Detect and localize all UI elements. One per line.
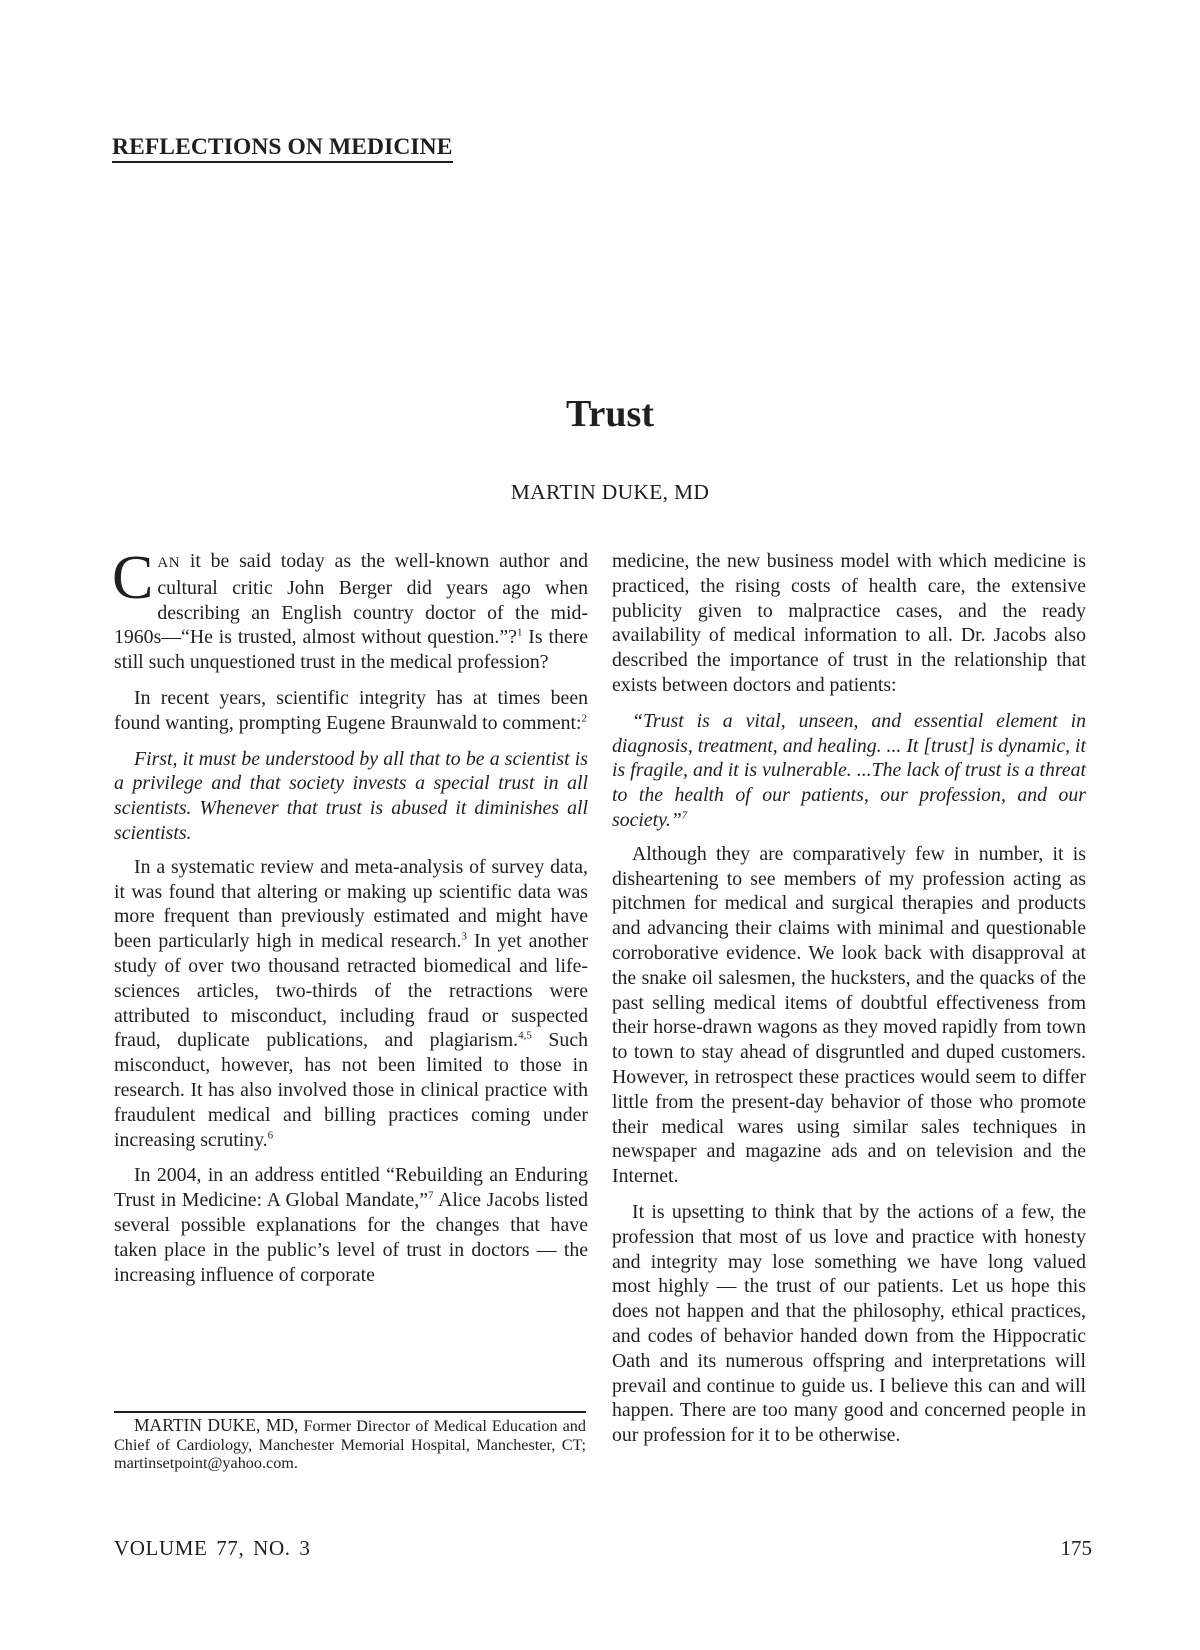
paragraph-text: In recent years, scientific integrity has at times been found wanting, prompting Eugene Braunwald to comment: [114,686,588,734]
block-quote [612,709,1086,833]
quote-text: “Trust is a vital, unseen, and essential element in diagnosis, treatment, and healing. ... It [trust] is dynamic, it is fragile, and it is vulnerable. ...The lack of trust is a threat to the health of our patients, our profession, and our society.” [612,709,1087,831]
paragraph-text: Such misconduct, however, has not been limited to those in research. It has also involved those in clinical practice with fraudulent medical and billing practices coming under increasing scrutiny. [114,1029,588,1151]
paragraph: Although they are comparatively few in number, it is disheartening to see members of my profession acting as pitchmen for medical and surgical therapies and products and advancing their claims with minimal and questionable corroborative evidence. We look back with disapproval at the snake oil salesmen, the hucksters, and the quacks of the past selling medical items of doubtful effectiveness from their horse-drawn wagons as they moved rapidly from town to town to stay ahead of disgruntled and duped customers. However, in retrospect these practices would seem to differ little from the present-day behavior of those who promote their medical wares using similar sales techniques in newspaper and magazine ads and on television and the Internet. [612,842,1086,1188]
paragraph [114,1163,588,1287]
drop-cap: C [112,544,154,612]
reference-marker: 4,5 [518,1029,532,1042]
reference-marker: 6 [267,1128,274,1141]
article-author: MARTIN DUKE, MD [510,480,710,504]
page-number: 175 [1060,1536,1092,1560]
reference-marker: 7 [428,1189,434,1202]
left-column [112,544,589,1298]
reference-marker: 1 [516,626,523,639]
paragraph-text: Alice Jacobs listed several possible explanations for the changes that have taken place in the public’s level of trust in doctors — the increasing influence of corporate [114,1189,588,1286]
author-footnote [114,1416,586,1473]
section-header: REFLECTIONS ON MEDICINE [112,134,453,163]
footnote-author-name: MARTIN DUKE, MD, [134,1415,299,1435]
right-column [612,549,1086,1459]
paragraph-text: Is there still such unquestioned trust in the medical profession? [114,626,588,674]
reference-marker: 2 [581,712,588,725]
paragraph: It is upsetting to think that by the actions of a few, the profession that most of us love and practice with honesty and integrity may lose something we have long valued most highly — the trust of our patients. Let us hope this does not happen and that the philosophy, ethical practices, and codes of behavior handed down from the Hippocratic Oath and its numerous offspring and interpretations will prevail and continue to guide us. I believe this can and will happen. There are too many good and concerned people in our profession for it to be otherwise. [612,1200,1086,1447]
paragraph [114,855,588,1153]
footnote-text: Former Director of Medical Education and Chief of Cardiology, Manchester Memorial Hospital, Manchester, CT; martinsetpoint@yahoo.com. [114,1417,586,1472]
reference-marker: 3 [461,930,468,943]
paragraph-text: In a systematic review and meta-analysis of survey data, it was found that altering or making up scientific data was more frequent than previously estimated and might have been particularly high in medical research. [114,855,588,953]
paragraph [112,544,588,675]
footnote-divider [114,1411,586,1413]
paragraph-text: it be said today as the well-known author and cultural critic John Berger did years ago when describing an English country doctor of the mid-1960s—“He is trusted, almost without question.”? [114,550,588,649]
article-title: Trust [566,393,654,435]
paragraph [114,686,588,736]
small-caps-lead: AN [157,555,181,571]
paragraph-text: In 2004, in an address entitled “Rebuilding an Enduring Trust in Medicine: A Global Mandate,” [114,1164,588,1212]
volume-info: VOLUME 77, NO. 3 [114,1536,311,1560]
reference-marker: 7 [681,809,688,822]
block-quote: First, it must be understood by all that to be a scientist is a privilege and that society invests a special trust in all scientists. Whenever that trust is abused it diminishes all scientists. [114,747,588,844]
paragraph-text: In yet another study of over two thousand retracted biomedical and life-sciences articles, two-thirds of the retractions were attributed to misconduct, including fraud or suspected fraud, duplicate publications, and plagiarism. [114,930,589,1052]
paragraph: medicine, the new business model with which medicine is practiced, the rising costs of health care, the extensive publicity given to malpractice cases, and the ready availability of medical information to all. Dr. Jacobs also described the importance of trust in the relationship that exists between doctors and patients: [612,550,1086,696]
